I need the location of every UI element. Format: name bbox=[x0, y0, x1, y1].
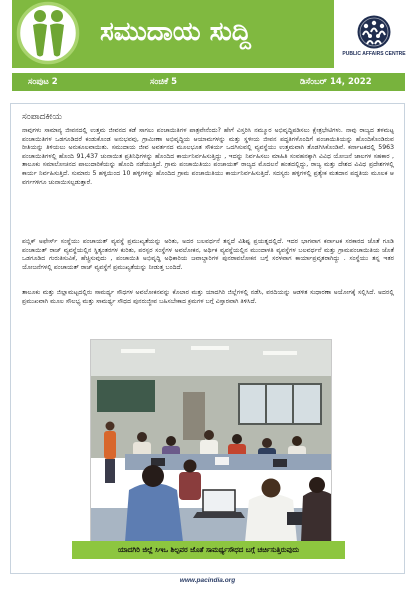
pac-logo-text: PUBLIC AFFAIRS CENTRE bbox=[342, 51, 406, 57]
newsletter-logo-icon bbox=[16, 1, 80, 65]
photo-caption: ಯಾದಗಿರಿ ಜಿಲ್ಲೆ ಸಿಇಒ ಶಿಲ್ಪವರ ಜೊತೆ ಸಾಮರ್ಥ್ಯಸೌಧದ ಬಗ್ಗೆ ಚರ್ಚಿಸುತ್ತಿರುವುದು bbox=[72, 541, 345, 559]
issue-volume: ಸಂಪುಟ 2 bbox=[28, 77, 58, 87]
footer-url: www.pacindia.org bbox=[179, 577, 236, 584]
issue-number: ಸಂಚಿಕೆ 5 bbox=[150, 77, 178, 87]
editorial-paragraph: ಪಬ್ಲಿಕ್ ಅಫೇರ್ಸ್ ಸಂಸ್ಥೆಯು ಪಂಚಾಯತ್ ವ್ಯವಸ್ಥೆ ಪ್ರಮುಖ್ಯತೆಯನ್ನು ಅರಿತು, ಅದರ ಬಲವರ್ಧನೆ ತನ್ನದೆ ವಿಶಿಷ್ಟ ಪ್ರಯತ್ನದಲ್ಲಿದೆ. ಇದರ ಭಾಗವಾಗ ಕರ್ನಾಟಕ ಸರಕಾರದ ಜೊತೆ ಗೂಡಿ ಪಂಚಾಯಿತ್ ರಾಜ್ ವ್ಯವಸ್ಥೆಯಲ್ಲಿನ ಸ್ಥಿತ್ಯಂತರಗಳ ಕುರಿತು, ಪರಸ್ಪರ ಸಂಸ್ಥೆಗಳ ಅವಲೋಕನ, ಅರ್ಥಿಕ ವ್ಯವಸ್ಥೆಯಲ್ಲಿನ ಮುಂದಾಳತಿ ವ್ಯವಸ್ಥೆಗಳ ಬಲವರ್ಧನೆ ಮತ್ತು ಗ್ರಾಮಪಂಚಾಯಿತಿಯ ಜೊತೆ ಒಡಗೂಡಿದ ಗುರುತಿಸುವಿಕೆ, ಹೆಚ್ಚಿಸುವುದು , ಪಂಚಾಯಿತಿ ಅಭಿವೃದ್ಧಿ ಅಧಿಕಾರಿಯ ಜವಾಬ್ದಾರಿಗಳ ಪುನರಾವಲೋಕನ ಬಗ್ಗೆ ಸರಳವಾಗ ಕಾರ್ಯಾಪ್ರವೃತರಾಗಿದ್ದು . ಸಂಸ್ಥೆಯು ತನ್ನ ಇತರ ಯೋಜನೆಗಳಲ್ಲಿ ಪಂಚಾಯತ್ ರಾಜ್ ವ್ಯವಸ್ಥೆಗೆ ಪ್ರಮುಖ್ಯತೆಯನ್ನು ನೀಡುತ್ತ ಬಂದಿದೆ. bbox=[22, 238, 394, 271]
newsletter-title: ಸಮುದಾಯ ಸುದ್ದಿ bbox=[100, 17, 251, 47]
photo-person-dark-clothes bbox=[301, 477, 331, 542]
section-heading: ಸಂಪಾದಕೀಯ bbox=[22, 112, 62, 122]
photo-ceiling bbox=[91, 340, 331, 380]
event-photo-scene bbox=[91, 340, 331, 542]
photo-person-blue-shirt bbox=[125, 465, 183, 542]
issue-date: ಡಿಸೆಂಬರ್ 14, 2022 bbox=[300, 77, 372, 87]
editorial-paragraph: ನಾವುಗಳು ಸಾಮಾನ್ಯ ಜೀವನದಲ್ಲಿ ಉತ್ತಮ ಜೀವನದ ಕಡೆ ಸಾಗಲು ಪಂಚಾಯಿತಿಗಳ ಪಾತ್ರವೇನೆಂದು? ಹೇಗೆ ವಿಸ್ತರಿಸಿ ನಮ್ಮೂರ ಅಭಿವೃದ್ಧಿಪಡಿಸಲು ಕ್ಷೇತ್ರಭೇಟಿಗಳು. ನಾವು ರಾಜ್ಯದ ತಳಮಟ್ಟ ಪಂಚಾಯಿತಿಗಳ ಒಡಗೂಡಿದರೆ ಕಂಡುಕೊಂಡ ಅನುಭವವು, ಗ್ರಾಮೀಣಾ ಅಭಿವೃದ್ಧಿಯ ಆಯಾಮಗಳನ್ನು ಮತ್ತು ಸ್ಥಳೀಯ ಜೀವನ ಪದ್ಧತಿಗಳೊಂದಿಗೆ ಪಂಚಾಯಿತಿಯನ್ನು ಹೊಂದಿಕೊಂಡಿರುವ ರೀತಿಯನ್ನು ತಿಳಿಯಲು ಅನುಕೂಲವಾಯಿತು. ಸಮುದಾಯ ಜೀವ ಅವರ್ತನದ ಮೂಲಭೂತ ಸೌಕರ್ಯ ಒದಗಿಸುವಲ್ಲಿ ವ್ಯವಸ್ಥೆಯು ಉತ್ತಮವಾಗಿ ತೊಡಗಿಸಿಕೊಂಡಿವೆ. ಕರ್ನಾಟಕದಲ್ಲಿ 5963 ಪಂಚಾಯಿತಿಗಳಲ್ಲಿ ಹೊಂದಿ 91,437 ಚುನಾಯಿತ ಪ್ರತಿನಿಧಿಗಳನ್ನು ಹೊಂದಿದ ಕಾರ್ಯನಿರ್ವಹಿಸುತ್ತಿದ್ದು , ಇದನ್ನು ನಿರ್ವಹಿಸಲು ಮಾಹಿತಿ ಸಂವಹನಕ್ಕಾಗಿ ವಿವಿಧ ಯೋಜನೆ ಜಾಲಗಳ ಸಹಕಾರ , ತಾಲೂಕು ಸಮಾಲೋಚನದ ಪಾಲುದಾರಿಕೆಯನ್ನು ಹೊಂದಿ ನಡೆಯುತ್ತಿದೆ. ಗ್ರಾಮ ಪಂಚಾಯಿತಿಯು ಪಂಚಾಯತ್ ರಾಜ್ಯದ ಮೊದಲನೆ ಹಂತದಲ್ಲಿದ್ದು, ರಾಜ್ಯ ಮತ್ತು ದೇಶದ ವಿವಿಧ ಪ್ರದೇಶಗಳಲ್ಲಿ ಕಾರ್ಯ ನಿರ್ವಹಿಸುತ್ತಿದೆ. ಸುಮಾರು 5 ಹಳ್ಳಿಯಿಂದ 10 ಹಳ್ಳಿಗಳನ್ನು ಹೊಂದಿದ ಗ್ರಾಮ ಪಂಚಾಯಿತಿಯು ಕಾರ್ಯನಿರ್ವಹಿಸುತ್ತಿದೆ. ಸದಸ್ಯರು ಹಳ್ಳಿಗಳಲ್ಲಿ ಪ್ರತ್ಯೇಕ ಮತದಾನ ಪದ್ಧತಿಯ ಮೂಲಕ ಆ ವರ್ಗಗಳಿಗೂ ಚುನಾಯಿಸಲ್ಪಡುತ್ತಾರೆ. bbox=[22, 127, 394, 186]
editorial-paragraph: ತಾಲೂಕು ಮತ್ತು ಜಿಲ್ಲಾಮಟ್ಟದಲ್ಲಿರು ಸಾಮರ್ಥ್ಯ ಸೌಧಗಳ ಅವಲೋಕನವನ್ನು ಕೊಲಾರ ಮತ್ತು ಯಾದಗಿರಿ ಜಿಲ್ಲೆಗಳಲ್ಲಿ ನಡೆಸಿ, ವರದಿಯನ್ನು ಆಡಳಿತ ಸುಧಾರಣಾ ಅಯೋಗಕ್ಕೆ ಸಲ್ಲಿಸಿದೆ. ಅದರಲ್ಲಿ ಪ್ರಮುಖವಾಗಿ ಮೂಲ ಸೌಲಭ್ಯ ಮತ್ತು ಸಾಮರ್ಥ್ಯ ಸೌಧದ ಪುನರುಜ್ಜೀವ ಬಹಿಸಬೇಕಾದ ಕ್ರಮಗಳ ಬಗ್ಗೆ ವಿಸ್ತಾರವಾಗಿ ತಿಳಿಸಿದೆ. bbox=[22, 289, 394, 305]
event-photo bbox=[90, 339, 332, 543]
photo-person-white-shirt bbox=[245, 479, 297, 543]
issue-info-bar bbox=[12, 73, 405, 91]
pac-globe-logo-icon bbox=[354, 14, 394, 50]
